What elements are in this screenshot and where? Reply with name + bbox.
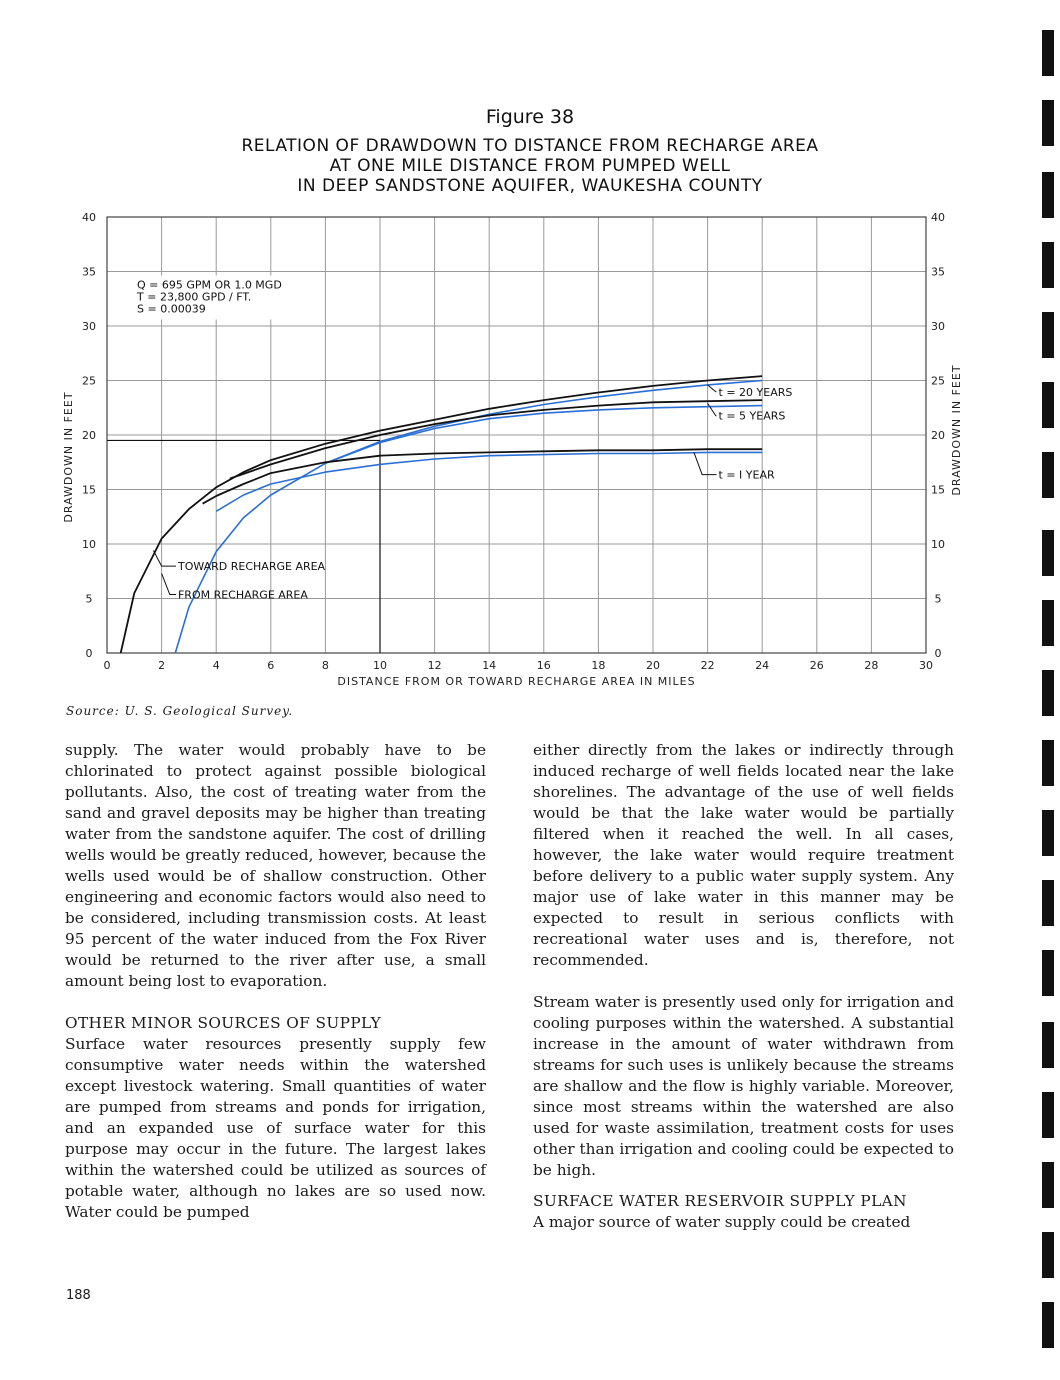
y-tick-label-right: 15	[931, 483, 945, 497]
y-tick-label-left: 40	[82, 211, 96, 224]
page-number: 188	[66, 1288, 91, 1303]
y-tick-label-left: 0	[85, 647, 93, 660]
paragraph: supply. The water would probably have to be chlorinated to protect against possible biological pollutants. Also, the cost of treating water from the sand and gravel deposits may be higher than treating water from the sandstone aquifer. The cost of drilling wells would be greatly reduced, however, because the wells used would be of shallow construction. Other engineering and economic factors would also need to be considered, including transmission costs. At least 95 percent of the water induced from the Fox River would be returned to the river after use, a small amount being lost to evaporation.	[65, 741, 486, 990]
y-tick-label-left: 20	[82, 429, 96, 442]
parameter-text: Q = 695 GPM OR 1.0 MGD	[137, 278, 282, 292]
y-tick-label-left: 5	[85, 592, 93, 606]
figure-number: Figure 38	[485, 106, 575, 128]
curve-label-leader	[153, 551, 176, 567]
y-tick-label-right: 35	[931, 265, 945, 279]
x-tick-label: 18	[591, 659, 606, 672]
y-tick-label-left: 15	[82, 483, 96, 497]
paragraph: A major source of water supply could be created	[533, 1213, 911, 1231]
y-axis-label-right: DRAWDOWN IN FEET	[950, 364, 963, 496]
series-line	[203, 449, 763, 504]
curve-label: t = 5 YEARS	[718, 409, 786, 423]
y-tick-label-right: 0	[934, 647, 942, 660]
figure-title-line: AT ONE MILE DISTANCE FROM PUMPED WELL	[329, 156, 731, 176]
x-tick-label: 10	[373, 659, 387, 672]
series-line	[121, 376, 763, 653]
curve-label-leader	[708, 385, 717, 392]
curve-label: FROM RECHARGE AREA	[177, 588, 308, 602]
figure-title-line: IN DEEP SANDSTONE AQUIFER, WAUKESHA COUNTY	[297, 176, 763, 196]
paragraph: either directly from the lakes or indirectly through induced recharge of well fields located near the lake shorelines. The advantage of the use of well fields would be that the lake water would be partially filtered when it reached the well. In all cases, however, the lake water would require treatment before delivery to a public water supply system. Any major use of lake water in this manner may be expected to result in serious conflicts with recreational water uses and is, therefore, not recommended.	[533, 741, 954, 969]
curve-label-leader	[162, 573, 176, 594]
parameter-text: T = 23,800 GPD / FT.	[137, 290, 252, 304]
y-tick-label-left: 30	[82, 320, 96, 333]
curve-label-leader	[708, 403, 717, 415]
x-tick-label: 20	[646, 659, 660, 672]
y-tick-label-left: 35	[82, 265, 96, 279]
x-tick-label: 14	[482, 659, 497, 672]
x-tick-label: 26	[809, 659, 824, 672]
curve-label: t = I YEAR	[718, 468, 775, 482]
x-tick-label: 16	[536, 659, 551, 672]
right-column	[533, 740, 954, 1233]
paragraph: Surface water resources presently supply few consumptive water needs within the watershed except livestock watering. Small quantities of water are pumped from streams and ponds for irrigation, and an expanded use of surface water for this purpose may occur in the future. The largest lakes within the watershed could be utilized as sources of potable water, although no lakes are so used now. Water could be pumped	[65, 1035, 486, 1221]
parameter-text: S = 0.00039	[137, 302, 206, 316]
drawdown-chart	[0, 200, 1060, 700]
x-tick-label: 24	[755, 659, 770, 672]
figure-source: Source: U. S. Geological Survey.	[66, 704, 294, 718]
x-tick-label: 8	[321, 659, 329, 672]
series-line	[230, 400, 762, 479]
paragraph: Stream water is presently used only for irrigation and cooling purposes within the watershed. A substantial increase in the amount of water withdrawn from streams for such uses is unlikely because the streams are shallow and the flow is highly variable. Moreover, since most streams within the watershed are also used for waste assimilation, treatment costs for uses other than irrigation and cooling could be expected to be high.	[533, 993, 954, 1179]
y-tick-label-right: 30	[931, 320, 945, 333]
curve-label-leader	[694, 452, 717, 474]
series-line	[175, 381, 762, 654]
y-tick-label-left: 10	[82, 538, 96, 551]
figure-title	[0, 136, 1060, 196]
x-tick-label: 0	[103, 659, 111, 672]
curve-label: t = 20 YEARS	[718, 385, 793, 399]
x-tick-label: 6	[267, 659, 275, 672]
y-tick-label-right: 20	[931, 429, 945, 442]
x-tick-label: 22	[700, 659, 715, 672]
y-tick-label-left: 25	[82, 374, 96, 388]
section-heading: OTHER MINOR SOURCES OF SUPPLY	[65, 1014, 382, 1032]
y-tick-label-right: 40	[931, 211, 945, 224]
y-tick-label-right: 10	[931, 538, 945, 551]
x-tick-label: 12	[427, 659, 442, 672]
section-heading: SURFACE WATER RESERVOIR SUPPLY PLAN	[533, 1192, 907, 1210]
figure-title-line: RELATION OF DRAWDOWN TO DISTANCE FROM RECHARGE AREA	[241, 136, 819, 156]
x-tick-label: 2	[158, 659, 166, 672]
x-axis-label: DISTANCE FROM OR TOWARD RECHARGE AREA IN MILES	[337, 675, 696, 688]
curve-label: TOWARD RECHARGE AREA	[177, 560, 326, 574]
x-tick-label: 28	[864, 659, 879, 672]
y-axis-label-left: DRAWDOWN IN FEET	[62, 391, 75, 523]
left-column	[65, 740, 486, 1223]
x-tick-label: 4	[212, 659, 220, 672]
y-tick-label-right: 5	[934, 592, 942, 606]
x-tick-label: 30	[919, 659, 933, 672]
y-tick-label-right: 25	[931, 374, 945, 388]
